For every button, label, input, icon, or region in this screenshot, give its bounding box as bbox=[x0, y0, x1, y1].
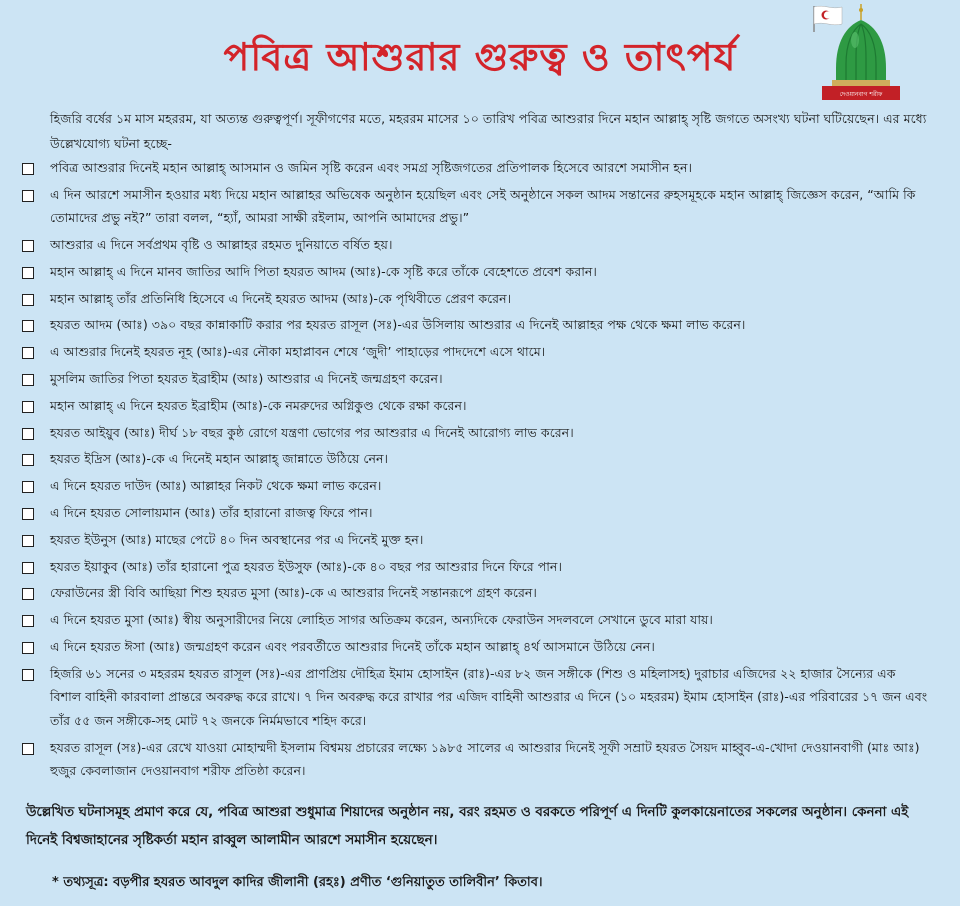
checkbox-bullet-icon bbox=[20, 313, 50, 337]
list-item bbox=[20, 156, 930, 180]
intro-paragraph: হিজরি বর্ষের ১ম মাস মহররম, যা অত্যন্ত গুরুত্বপূর্ণ। সূফীগণের মতে, মহররম মাসের ১০ তারিখ পবিত্র আশুরার দিনে মহান আল্লাহ্ সৃষ্টি জগতে অসংখ্য ঘটনা ঘটিয়েছেন। এর মধ্যে উল্লেখযোগ্য ঘটনা হচ্ছে- bbox=[50, 111, 927, 151]
list-item-text: পবিত্র আশুরার দিনেই মহান আল্লাহ্ আসমান ও জমিন সৃষ্টি করেন এবং সমগ্র সৃষ্টিজগতের প্রতিপালক হিসেবে আরশে সমাসীন হন। bbox=[50, 160, 693, 175]
checkbox-bullet-icon bbox=[20, 421, 50, 445]
list-item bbox=[20, 367, 930, 391]
list-item-text: ফেরাউনের স্ত্রী বিবি আছিয়া শিশু হযরত মুসা (আঃ)-কে এ আশুরার দিনেই সন্তানরূপে গ্রহণ করেন। bbox=[50, 585, 537, 601]
events-list bbox=[20, 156, 930, 783]
list-item bbox=[20, 581, 930, 605]
list-item-text: হযরত রাসূল (সঃ)-এর রেখে যাওয়া মোহাম্মদী ইসলাম বিশ্বময় প্রচারের লক্ষ্যে ১৯৮৫ সালের এ আশুরার দিনেই সূফী সম্রাট হযরত সৈয়দ মাহ্বুব-এ-খোদা দেওয়ানবাগী (মাঃ আঃ) হুজুর কেবলাজান দেওয়ানবাগ শরীফ প্রতিষ্ঠা করেন। bbox=[50, 739, 920, 779]
main-content bbox=[20, 107, 930, 895]
checkbox-bullet-icon bbox=[20, 156, 50, 180]
list-item bbox=[20, 555, 930, 579]
list-item bbox=[20, 501, 930, 525]
checkbox-bullet-icon bbox=[20, 260, 50, 284]
checkbox-bullet-icon bbox=[20, 340, 50, 364]
list-item-text: এ আশুরার দিনেই হযরত নূহ (আঃ)-এর নৌকা মহাপ্লাবন শেষে ‘জুদী’ পাহাড়ের পাদদেশে এসে থামে। bbox=[50, 344, 546, 360]
checkbox-bullet-icon bbox=[20, 555, 50, 579]
list-item bbox=[20, 447, 930, 471]
list-item-text: হযরত আদম (আঃ) ৩৯০ বছর কান্নাকাটি করার পর হযরত রাসূল (সঃ)-এর উসিলায় আশুরার এ দিনেই আল্লাহর পক্ষ থেকে ক্ষমা লাভ করেন। bbox=[50, 317, 746, 333]
list-item bbox=[20, 528, 930, 552]
list-item bbox=[20, 608, 930, 632]
source-footnote: * তথ্যসূত্র: বড়পীর হযরত আবদুল কাদির জীলানী (রহঃ) প্রণীত ‘গুনিয়াতুত তালিবীন’ কিতাব। bbox=[52, 874, 543, 890]
list-item-text: এ দিন আরশে সমাসীন হওয়ার মধ্য দিয়ে মহান আল্লাহর অভিষেক অনুষ্ঠান হয়েছিল এবং সেই অনুষ্ঠানে সকল আদম সন্তানের রুহসমূহকে মহান আল্লাহ্ জিজ্ঞেস করেন, “আমি কি তোমাদের প্রভু নই?” তারা বলল, “হ্যাঁ, আমরা সাক্ষী রইলাম, আপনি আমাদের প্রভু।” bbox=[50, 186, 916, 226]
list-item bbox=[20, 183, 930, 230]
list-item-text: এ দিনে হযরত সোলায়মান (আঃ) তাঁর হারানো রাজত্ব ফিরে পান। bbox=[50, 505, 373, 521]
list-item bbox=[20, 474, 930, 498]
checkbox-bullet-icon bbox=[20, 233, 50, 257]
checkbox-bullet-icon bbox=[20, 528, 50, 552]
list-item-text: আশুরার এ দিনে সর্বপ্রথম বৃষ্টি ও আল্লাহর রহমত দুনিয়াতে বর্ষিত হয়। bbox=[50, 237, 393, 253]
checkbox-bullet-icon bbox=[20, 394, 50, 418]
list-item-text: হযরত আইয়ুব (আঃ) দীর্ঘ ১৮ বছর কুষ্ঠ রোগে যন্ত্রণা ভোগের পর আশুরার এ দিনেই আরোগ্য লাভ করেন। bbox=[50, 424, 574, 440]
list-item bbox=[20, 635, 930, 659]
checkbox-bullet-icon bbox=[20, 287, 50, 311]
checkbox-bullet-icon bbox=[20, 183, 50, 230]
list-item-text: এ দিনে হযরত ঈসা (আঃ) জন্মগ্রহণ করেন এবং পরবর্তীতে আশুরার দিনেই তাঁকে মহান আল্লাহ্ ৪র্থ আসমানে উঠিয়ে নেন। bbox=[50, 639, 655, 655]
list-item-text: এ দিনে হযরত মুসা (আঃ) স্বীয় অনুসারীদের নিয়ে লোহিত সাগর অতিক্রম করেন, অন্যদিকে ফেরাউন সদলবলে সেখানে ডুবে মারা যায়। bbox=[50, 612, 713, 628]
list-item bbox=[20, 287, 930, 311]
checkbox-bullet-icon bbox=[20, 608, 50, 632]
page-title: পবিত্র আশুরার গুরুত্ব ও তাৎপর্য bbox=[223, 34, 737, 79]
checkbox-bullet-icon bbox=[20, 635, 50, 659]
list-item bbox=[20, 233, 930, 257]
list-item-text: হিজরি ৬১ সনের ৩ মহররম হযরত রাসূল (সঃ)-এর প্রাণপ্রিয় দৌহিত্র ইমাম হোসাইন (রাঃ)-এর ৮২ জন সঙ্গীকে (শিশু ও মহিলাসহ) দুরাচার এজিদের ২২ হাজার সৈন্যের এক বিশাল বাহিনী কারবালা প্রান্তরে অবরুদ্ধ করে রাখে। ৭ দিন অবরুদ্ধ করে রাখার পর এজিদ বাহিনী আশুরার এ দিনে (১০ মহররম) ইমাম হোসাইন (রাঃ)-এর পরিবারের ১৭ জন এবং তাঁর ৫৫ জন সঙ্গীকে-সহ মোট ৭২ জনকে নির্মমভাবে শহিদ করে। bbox=[50, 665, 928, 728]
list-item-text: হযরত ইয়াকুব (আঃ) তাঁর হারানো পুত্র হযরত ইউসুফ (আঃ)-কে ৪০ বছর পর আশুরার দিনে ফিরে পান। bbox=[50, 558, 562, 574]
checkbox-bullet-icon bbox=[20, 474, 50, 498]
list-item-text: মহান আল্লাহ্ এ দিনে মানব জাতির আদি পিতা হযরত আদম (আঃ)-কে সৃষ্টি করে তাঁকে বেহেশতে প্রবেশ করান। bbox=[50, 263, 597, 279]
checkbox-bullet-icon bbox=[20, 581, 50, 605]
list-item bbox=[20, 421, 930, 445]
checkbox-bullet-icon bbox=[20, 662, 50, 733]
list-item-text: মুসলিম জাতির পিতা হযরত ইব্রাহীম (আঃ) আশুরার এ দিনেই জন্মগ্রহণ করেন। bbox=[50, 371, 443, 387]
list-item bbox=[20, 662, 930, 733]
checkbox-bullet-icon bbox=[20, 501, 50, 525]
list-item-text: হযরত ইউনুস (আঃ) মাছের পেটে ৪০ দিন অবস্থানের পর এ দিনেই মুক্ত হন। bbox=[50, 531, 424, 547]
checkbox-bullet-icon bbox=[20, 736, 50, 783]
list-item bbox=[20, 340, 930, 364]
conclusion-paragraph: উল্লেখিত ঘটনাসমূহ প্রমাণ করে যে, পবিত্র আশুরা শুধুমাত্র শিয়াদের অনুষ্ঠান নয়, বরং রহমত ও বরকতে পরিপূর্ণ এ দিনটি কুলকায়েনাতের সকলের অনুষ্ঠান। কেননা এই দিনেই বিশ্বজাহানের সৃষ্টিকর্তা মহান রাব্বুল আলামীন আরশে সমাসীন হয়েছেন। bbox=[26, 804, 909, 848]
list-item-text: হযরত ইদ্রিস (আঃ)-কে এ দিনেই মহান আল্লাহ্ জান্নাতে উঠিয়ে নেন। bbox=[50, 451, 388, 467]
list-item bbox=[20, 313, 930, 337]
list-item-text: মহান আল্লাহ্ এ দিনে হযরত ইব্রাহীম (আঃ)-কে নমরুদের অগ্নিকুণ্ড থেকে রক্ষা করেন। bbox=[50, 397, 467, 413]
mosque-dome-logo bbox=[806, 2, 910, 104]
list-item bbox=[20, 736, 930, 783]
list-item bbox=[20, 394, 930, 418]
checkbox-bullet-icon bbox=[20, 447, 50, 471]
svg-text:দেওয়ানবাগ শরীফ: দেওয়ানবাগ শরীফ bbox=[839, 91, 883, 98]
list-item bbox=[20, 260, 930, 284]
checkbox-bullet-icon bbox=[20, 367, 50, 391]
list-item-text: এ দিনে হযরত দাউদ (আঃ) আল্লাহর নিকট থেকে ক্ষমা লাভ করেন। bbox=[50, 478, 382, 494]
list-item-text: মহান আল্লাহ্ তাঁর প্রতিনিধি হিসেবে এ দিনেই হযরত আদম (আঃ)-কে পৃথিবীতে প্রেরণ করেন। bbox=[50, 290, 512, 306]
